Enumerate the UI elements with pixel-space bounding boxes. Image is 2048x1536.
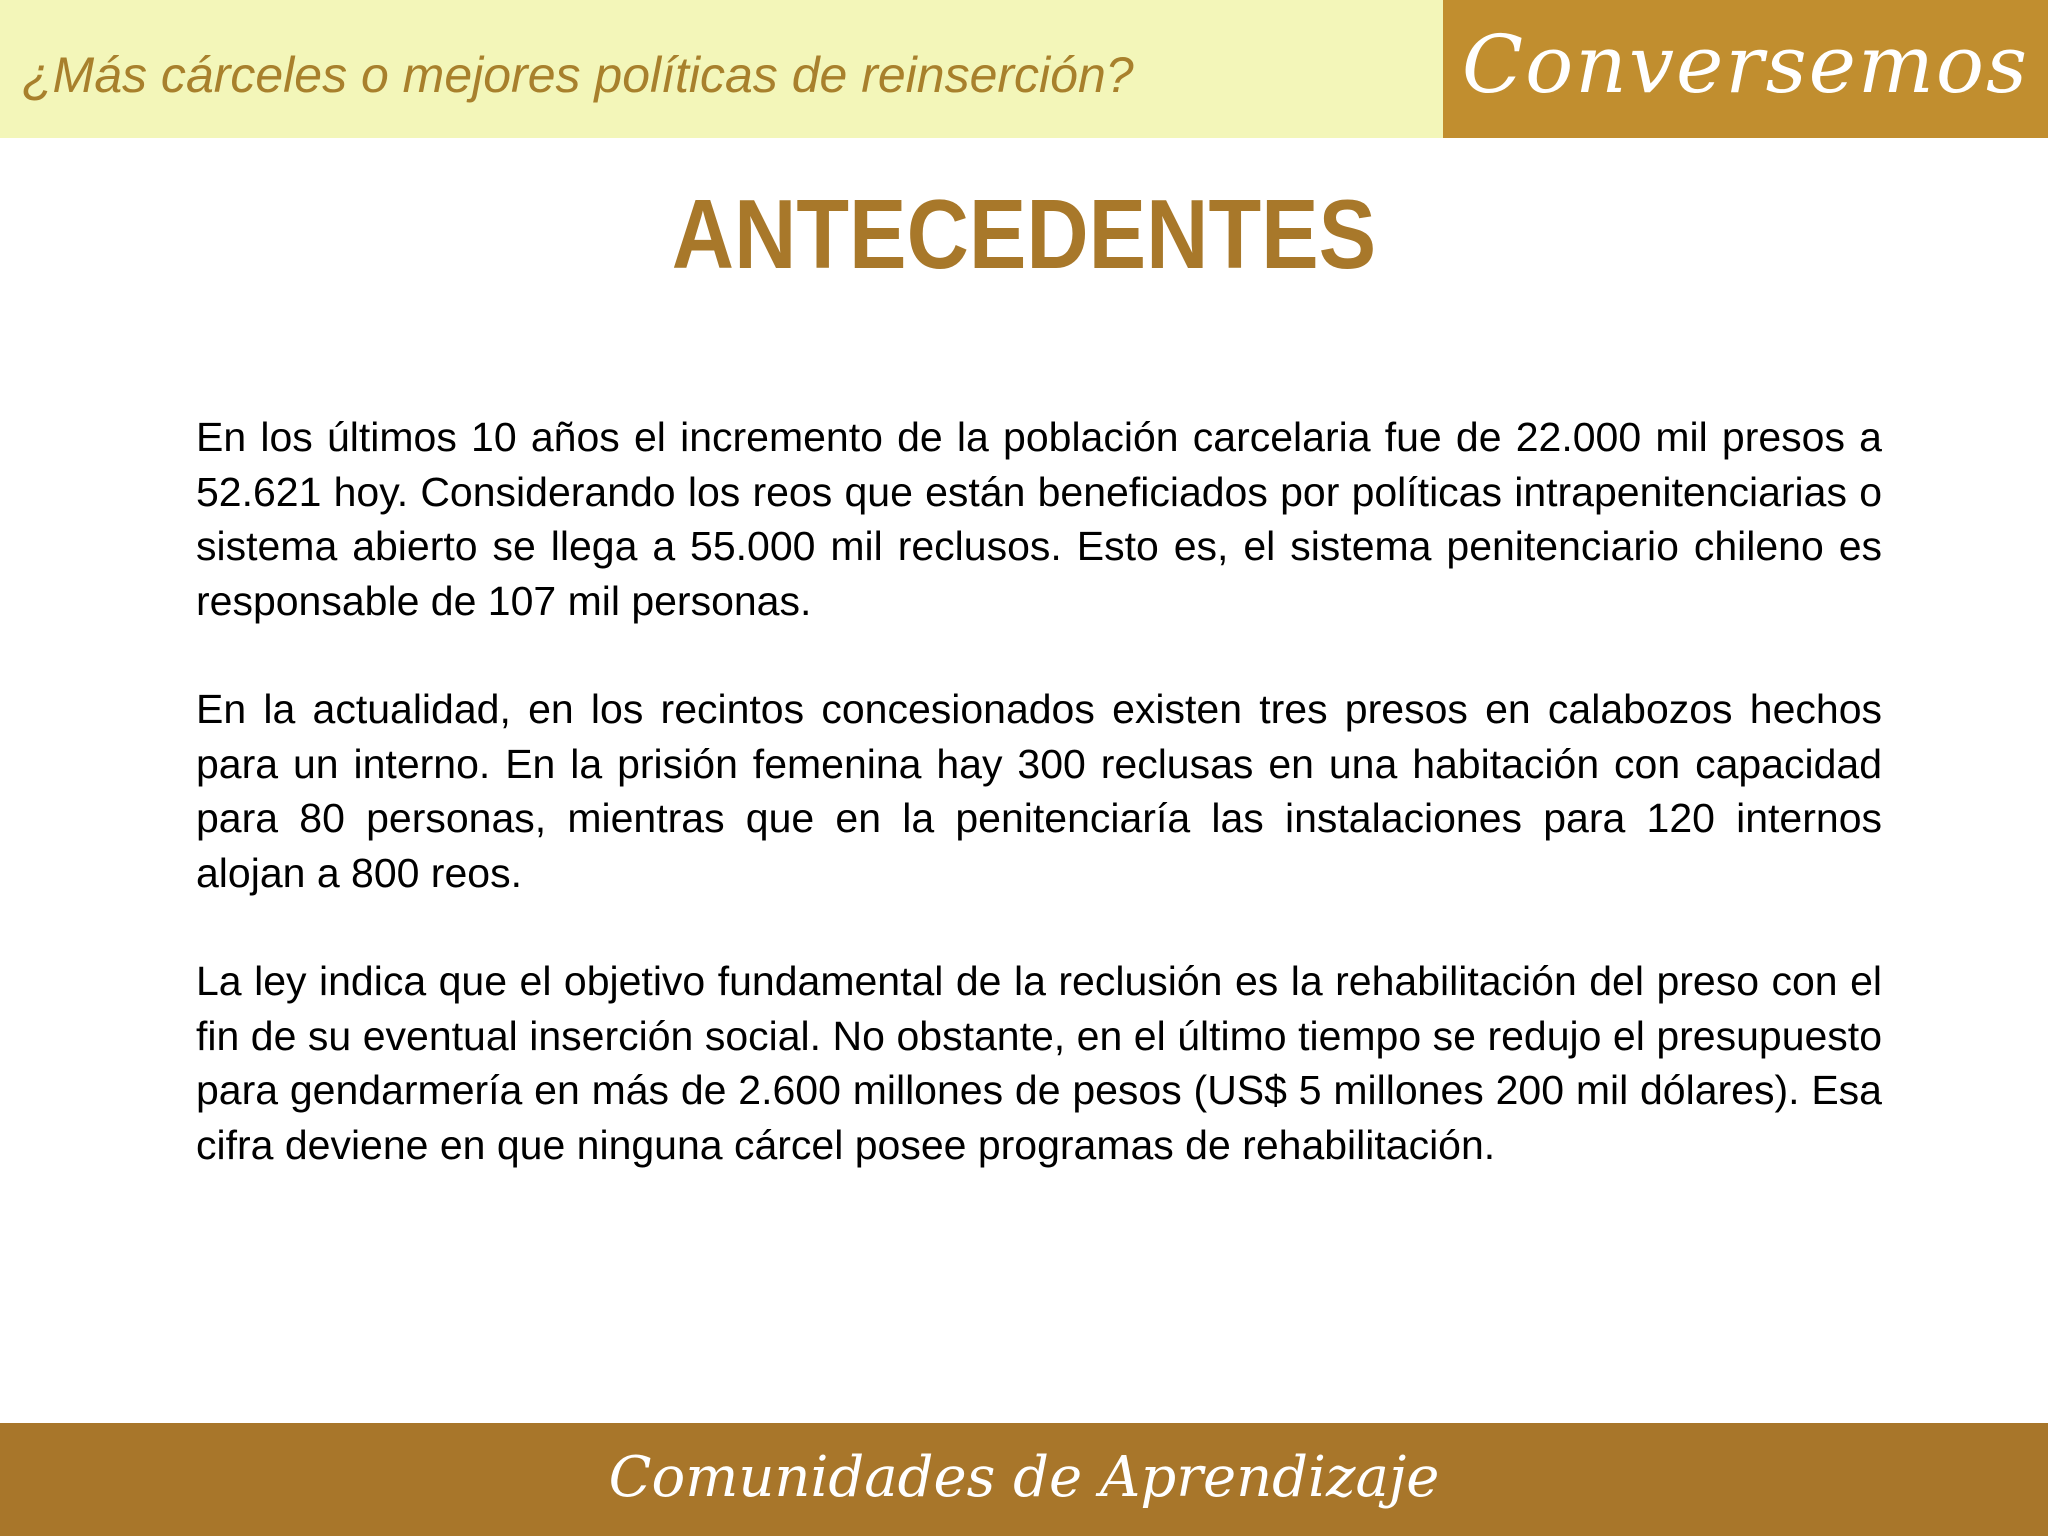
- paragraph-3: La ley indica que el objetivo fundamental de la reclusión es la rehabilitación del preso con el fin de su eventual inserción social. No obstante, en el último tiempo se redujo el presupuesto para gendarmería en más de 2.600 millones de pesos (US$ 5 millones 200 mil dólares). Esa cifra deviene en que ninguna cárcel posee programas de rehabilitación.: [196, 958, 1882, 1168]
- header-badge: [1443, 0, 2048, 138]
- slide-body: [196, 410, 1882, 1226]
- header-bar: [0, 0, 1443, 138]
- header-question: ¿Más cárceles o mejores políticas de reinserción?: [22, 47, 1134, 103]
- paragraph-1: En los últimos 10 años el incremento de la población carcelaria fue de 22.000 mil presos a 52.621 hoy. Considerando los reos que están beneficiados por políticas intrapenitenciarias o sistema abierto se llega a 55.000 mil reclusos. Esto es, el sistema penitenciario chileno es responsable de 107 mil personas.: [196, 414, 1882, 624]
- badge-label: Conversemos: [1461, 18, 2030, 111]
- paragraph-2: En la actualidad, en los recintos concesionados existen tres presos en calabozos hechos para un interno. En la prisión femenina hay 300 reclusas en una habitación con capacidad para 80 personas, mientras que en la penitenciaría las instalaciones para 120 internos alojan a 800 reos.: [196, 686, 1882, 896]
- footer-bar: [0, 1423, 2048, 1536]
- footer-label: Comunidades de Aprendizaje: [608, 1445, 1440, 1510]
- slide-title: ANTECEDENTES: [671, 179, 1377, 289]
